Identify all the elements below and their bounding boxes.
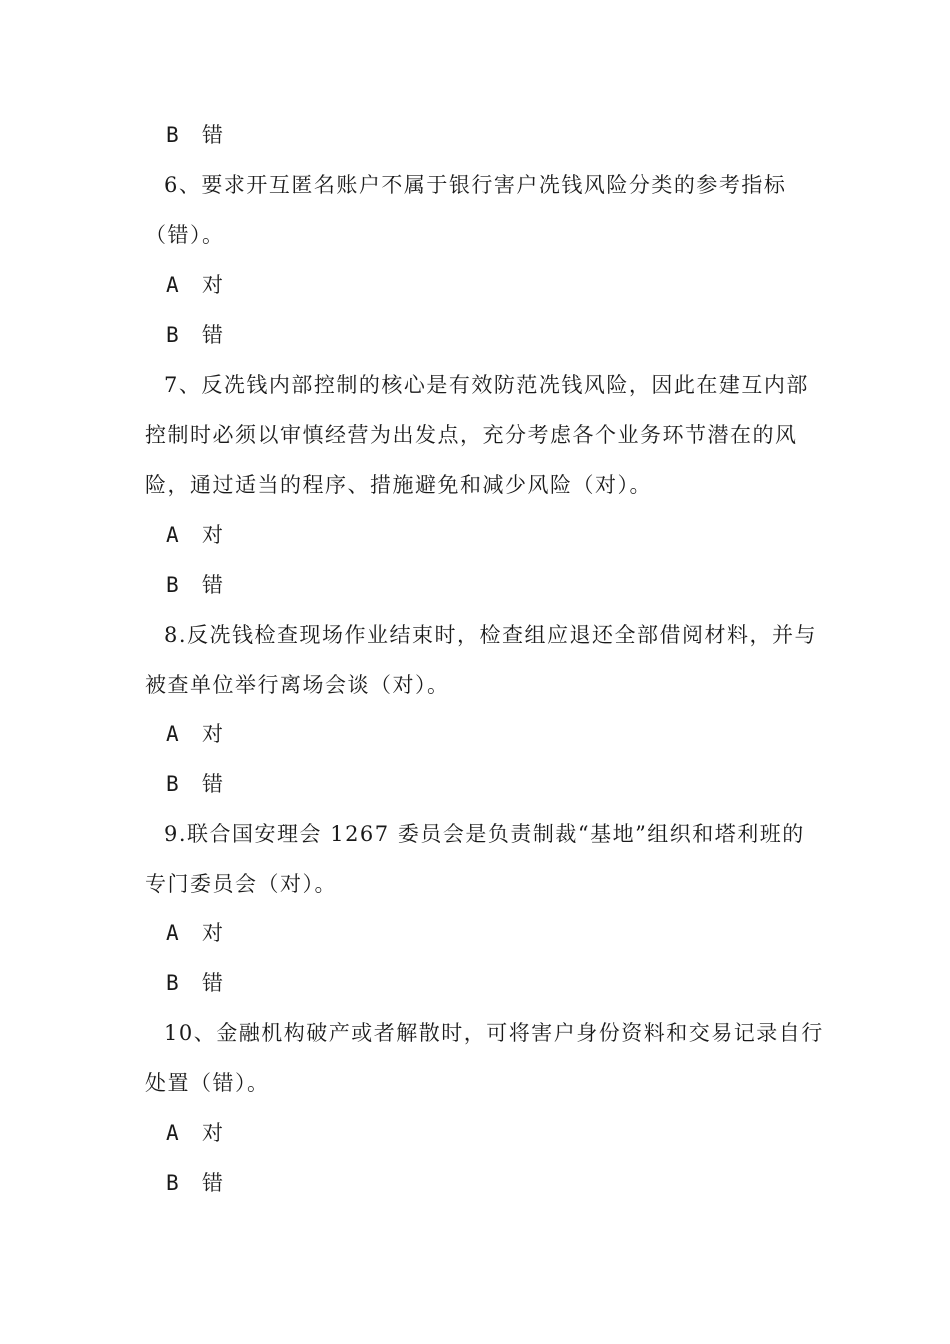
question-6-option-a <box>166 270 836 300</box>
option-letter: A <box>166 921 179 945</box>
question-7-option-a <box>166 520 836 550</box>
question-6-line-2: （错）。 <box>145 223 225 247</box>
question-9-option-a <box>166 918 836 948</box>
option-text: 对 <box>202 273 225 297</box>
option-letter: A <box>166 1121 179 1145</box>
question-10-option-b <box>166 1168 836 1198</box>
option-text: 对 <box>202 722 225 746</box>
option-text: 对 <box>202 1121 225 1145</box>
option-text: 错 <box>202 323 225 347</box>
question-9-line-2: 专门委员会（对）。 <box>145 872 337 896</box>
option-text: 对 <box>202 523 225 547</box>
option-text: 错 <box>202 971 225 995</box>
option-text: 错 <box>202 123 225 147</box>
question-8-line-2: 被查单位举行离场会谈（对）。 <box>145 673 450 697</box>
question-10-option-a <box>166 1118 836 1148</box>
option-letter: B <box>166 573 179 597</box>
option-letter: B <box>166 123 179 147</box>
option-letter: B <box>166 971 179 995</box>
option-letter: A <box>166 722 179 746</box>
option-text: 错 <box>202 573 225 597</box>
question-7-line-1: 7、反冼钱内部控制的核心是有效防范冼钱风险，因此在建互内部 <box>164 373 809 397</box>
question-6-line-1: 6、要求开互匿名账户不属于银行害户冼钱风险分类的参考指标 <box>164 173 787 197</box>
question-7-line-3: 险，通过适当的程序、措施避免和减少风险（对）。 <box>145 473 652 497</box>
option-b <box>166 120 836 150</box>
option-letter: B <box>166 1171 179 1195</box>
question-10-line-2: 处置（错）。 <box>145 1071 270 1095</box>
question-9-line-1: 9.联合国安理会 1267 委员会是负责制裁“基地”组织和塔利班的 <box>164 822 805 846</box>
question-8-option-b <box>166 769 836 799</box>
question-8-line-1: 8.反冼钱检查现场作业结束时，检查组应退还全部借阅材料，并与 <box>164 623 818 647</box>
question-9-option-b <box>166 968 836 998</box>
question-7-option-b <box>166 570 836 600</box>
question-10-line-1: 10、金融机构破产或者解散时，可将害户身份资料和交易记录自行 <box>164 1021 824 1045</box>
question-7-line-2: 控制时必须以审慎经营为出发点，充分考虑各个业务环节潜在的风 <box>145 423 798 447</box>
option-text: 错 <box>202 772 225 796</box>
question-6-option-b <box>166 320 836 350</box>
option-letter: B <box>166 772 179 796</box>
option-letter: B <box>166 323 179 347</box>
option-text: 对 <box>202 921 225 945</box>
option-text: 错 <box>202 1171 225 1195</box>
option-letter: A <box>166 273 179 297</box>
question-8-option-a <box>166 719 836 749</box>
option-letter: A <box>166 523 179 547</box>
